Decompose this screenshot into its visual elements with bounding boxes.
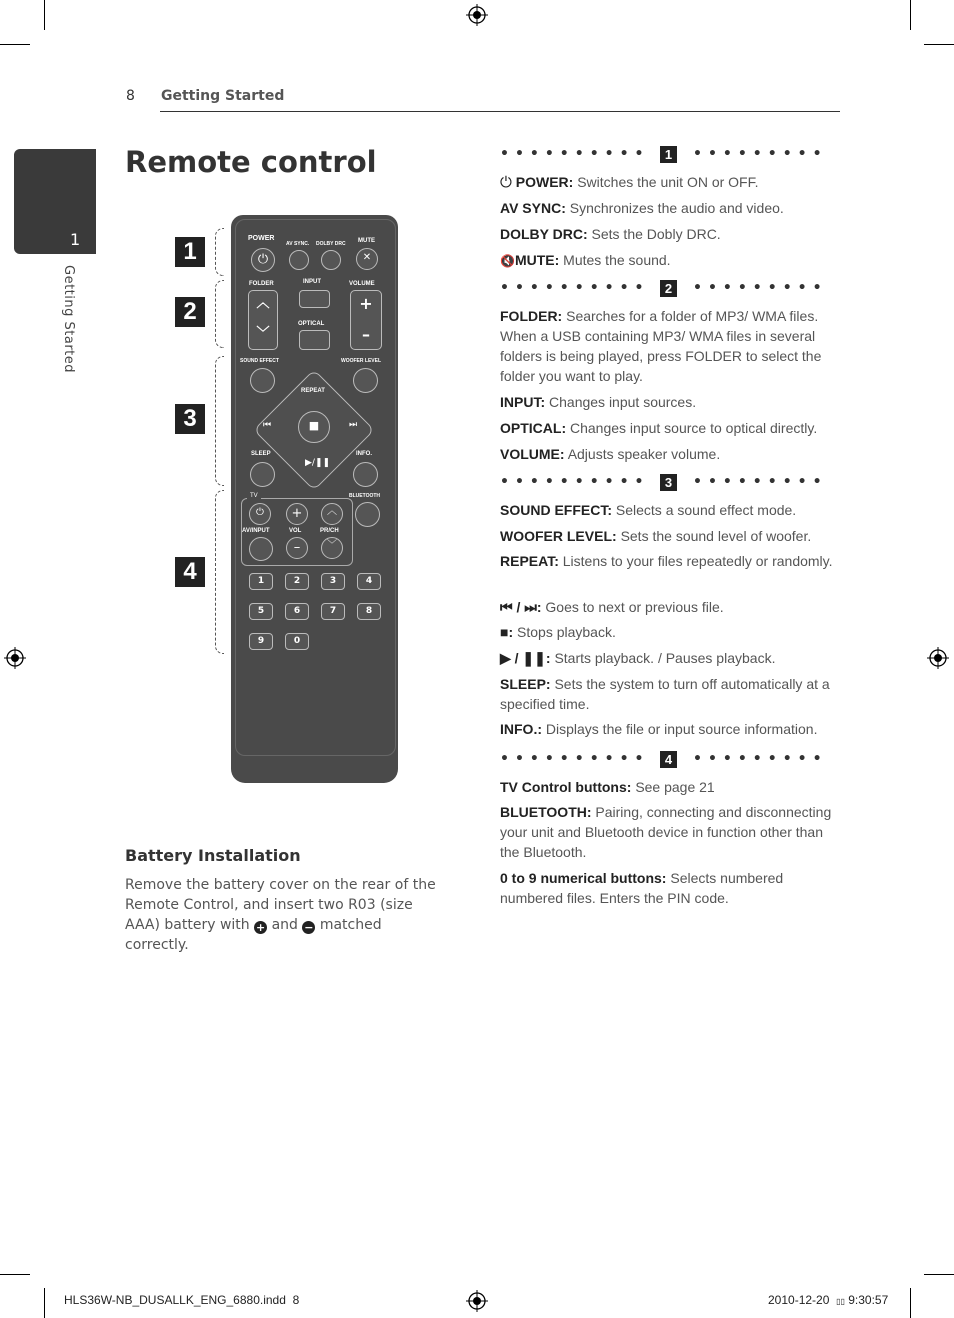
desc-input: INPUT: Changes input sources.	[500, 394, 697, 410]
remote-play-pause-icon: ▶/❚❚	[305, 458, 331, 468]
remote-number-button: 3	[321, 573, 345, 590]
remote-stop-button: ■	[298, 411, 330, 443]
desc-numerical: 0 to 9 numerical buttons: Selects numbered numbered files. Enters the PIN code.	[500, 870, 784, 906]
desc-volume: VOLUME: Adjusts speaker volume.	[500, 446, 721, 462]
remote-label-repeat: REPEAT	[301, 388, 325, 394]
remote-tv-ch-up-button: ︿	[321, 503, 343, 525]
desc-mute: 🔇MUTE: Mutes the sound.	[500, 252, 671, 268]
battery-title: Battery Installation	[125, 846, 301, 865]
minus-icon: −	[304, 921, 314, 934]
power-icon: ⏻	[500, 174, 512, 191]
remote-label-sleep: SLEEP	[251, 451, 271, 457]
chapter-tab-number: 1	[70, 230, 81, 249]
remote-number-button: 2	[285, 573, 309, 590]
remote-sleep-button	[250, 462, 275, 487]
desc-av-sync: AV SYNC: Synchronizes the audio and video.	[500, 200, 784, 216]
registration-mark-icon	[466, 1290, 488, 1312]
remote-number-button: 4	[357, 573, 381, 590]
desc-sleep: SLEEP: Sets the system to turn off automatically at a specified time.	[500, 676, 830, 712]
registration-mark-icon	[4, 647, 26, 669]
footer-timestamp: 2010-12-20 ▯▯ 9:30:57	[768, 1293, 889, 1307]
remote-next-icon: ⏭	[349, 420, 358, 430]
chapter-tab	[14, 149, 96, 254]
desc-play-pause: ▶ / ❚❚: Starts playback. / Pauses playback.	[500, 650, 776, 666]
remote-label-pr-ch: PR/CH	[320, 528, 339, 534]
remote-number-button: 6	[285, 603, 309, 620]
remote-number-button: 0	[285, 633, 309, 650]
bracket-1	[215, 228, 224, 276]
desc-sound-effect: SOUND EFFECT: Selects a sound effect mode.	[500, 502, 797, 518]
remote-illustration	[231, 215, 398, 783]
remote-tv-av-input-button	[249, 537, 273, 561]
remote-info-button	[353, 462, 378, 487]
remote-power-button: ⏻	[251, 248, 275, 272]
footer-filename: HLS36W-NB_DUSALLK_ENG_6880.indd 8	[64, 1293, 300, 1307]
remote-volume-button: + –	[350, 290, 382, 350]
remote-optical-button	[299, 330, 330, 350]
registration-mark-icon	[927, 647, 949, 669]
bracket-2	[215, 280, 224, 348]
remote-label-av-sync: AV SYNC.	[286, 241, 310, 247]
section-separator-3: •••••••••• 3 •••••••••	[500, 474, 828, 490]
registration-mark-icon	[466, 4, 488, 26]
remote-label-woofer-level: WOOFER LEVEL	[341, 358, 381, 364]
remote-tv-vol-up-button: +	[286, 503, 308, 525]
remote-sound-effect-button	[250, 368, 275, 393]
battery-text: Remove the battery cover on the rear of the Remote Control, and insert two R03 (size AAA) battery with + and − matched correctly.	[125, 877, 436, 953]
remote-number-button: 9	[249, 633, 273, 650]
header-rule	[160, 111, 840, 112]
remote-label-tv: TV	[247, 493, 261, 499]
desc-repeat: REPEAT: Listens to your files repeatedly or randomly.	[500, 553, 833, 569]
remote-tv-vol-down-button: –	[286, 537, 308, 559]
remote-label-av-input: AV/INPUT	[242, 528, 270, 534]
chapter-tab-label: Getting Started	[61, 265, 76, 374]
remote-folder-button: ︿ ﹀	[248, 290, 278, 350]
desc-info: INFO.: Displays the file or input source information.	[500, 721, 818, 737]
desc-dolby-drc: DOLBY DRC: Sets the Dobly DRC.	[500, 226, 721, 242]
section-separator-2: •••••••••• 2 •••••••••	[500, 280, 828, 296]
desc-stop: ■: Stops playback.	[500, 624, 616, 640]
desc-tv-control: TV Control buttons: See page 21	[500, 779, 715, 795]
remote-label-folder: FOLDER	[249, 281, 274, 287]
plus-icon: +	[256, 921, 266, 934]
desc-skip: ⏮ / ⏭: Goes to next or previous file.	[500, 599, 724, 615]
section-separator-4: •••••••••• 4 •••••••••	[500, 751, 828, 767]
remote-av-sync-button	[289, 250, 309, 270]
remote-number-button: 1	[249, 573, 273, 590]
remote-bluetooth-button	[355, 502, 380, 527]
remote-label-volume: VOLUME	[349, 281, 375, 287]
remote-label-mute: MUTE	[358, 238, 375, 244]
page-number: 8	[126, 88, 135, 104]
remote-woofer-level-button	[353, 368, 378, 393]
remote-number-button: 7	[321, 603, 345, 620]
bracket-3	[215, 356, 224, 486]
remote-label-bluetooth: BLUETOOTH	[349, 493, 381, 499]
page-title: Remote control	[125, 145, 377, 179]
remote-label-dolby-drc: DOLBY DRC	[316, 241, 346, 247]
desc-power: ⏻ POWER: Switches the unit ON or OFF.	[500, 174, 759, 191]
remote-mute-button: ✕	[356, 248, 378, 270]
section-separator-1: •••••••••• 1 •••••••••	[500, 146, 828, 162]
remote-label-input: INPUT	[303, 279, 321, 285]
remote-label-info: INFO.	[356, 451, 372, 457]
desc-woofer-level: WOOFER LEVEL: Sets the sound level of woofer.	[500, 528, 812, 544]
remote-tv-ch-down-button: ﹀	[321, 537, 343, 559]
bracket-4	[215, 490, 224, 654]
running-header: Getting Started	[161, 88, 285, 104]
remote-number-button: 8	[357, 603, 381, 620]
desc-optical: OPTICAL: Changes input source to optical directly.	[500, 420, 818, 436]
remote-prev-icon: ⏮	[263, 420, 272, 430]
remote-label-power: POWER	[248, 235, 275, 242]
remote-number-button: 5	[249, 603, 273, 620]
section-badge-3: 3	[175, 404, 205, 434]
section-badge-2: 2	[175, 297, 205, 327]
remote-label-vol: VOL	[289, 528, 302, 534]
section-badge-1: 1	[175, 237, 205, 267]
remote-tv-power-button: ⏻	[249, 503, 271, 525]
desc-folder: FOLDER: Searches for a folder of MP3/ WMA files. When a USB containing MP3/ WMA files in several folders is being played, press FOLDER to select the folder you want to play.	[500, 308, 822, 384]
remote-input-button	[299, 290, 330, 308]
mute-icon: 🔇	[500, 254, 515, 268]
section-badge-4: 4	[175, 557, 205, 587]
desc-bluetooth: BLUETOOTH: Pairing, connecting and disconnecting your unit and Bluetooth device in function other than the Bluetooth.	[500, 804, 832, 860]
remote-dolby-drc-button	[321, 250, 341, 270]
remote-label-sound-effect: SOUND EFFECT	[240, 358, 279, 364]
remote-label-optical: OPTICAL	[298, 321, 325, 327]
